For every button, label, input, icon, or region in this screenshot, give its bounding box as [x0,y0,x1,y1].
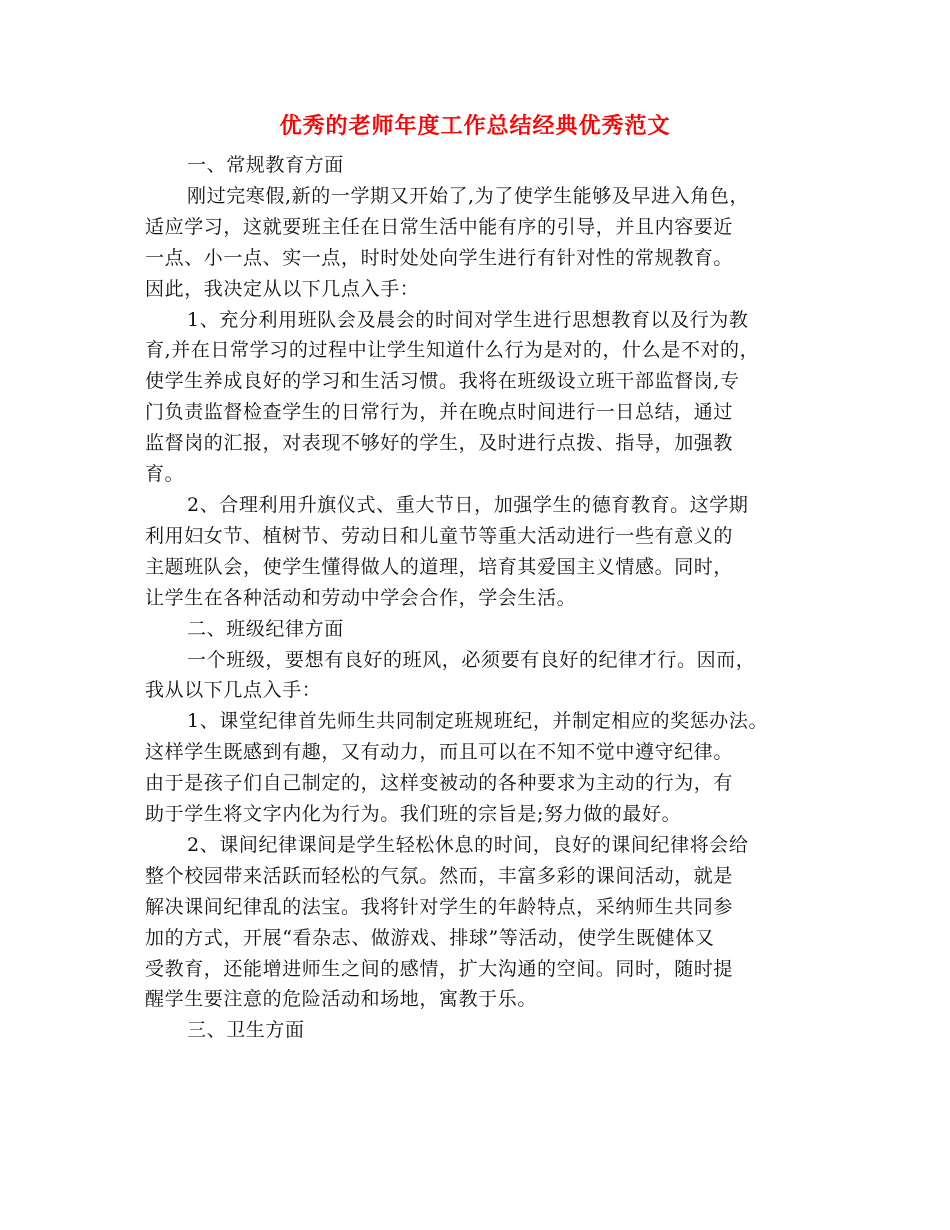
text-line: 因此，我决定从以下几点入手： [145,277,420,300]
text-line: 整个校园带来活跃而轻松的气氛。然而，丰富多彩的课间活动，就是 [145,864,734,887]
text-line: 助于学生将文字内化为行为。我们班的宗旨是;努力做的最好。 [145,803,682,826]
document-body [145,150,835,1046]
text-line: 受教育，还能增进师生之间的感情，扩大沟通的空间。同时，随时提 [145,957,734,980]
text-line: 2、课间纪律课间是学生轻松休息的时间，良好的课间纪律将会给 [187,833,749,856]
text-line: 一个班级，要想有良好的班风，必须要有良好的纪律才行。因而， [187,648,756,671]
text-line: 由于是孩子们自己制定的，这样变被动的各种要求为主动的行为，有 [145,772,734,795]
text-line: 门负责监督检查学生的日常行为，并在晚点时间进行一日总结，通过 [145,401,734,424]
text-line: 育,并在日常学习的过程中让学生知道什么行为是对的，什么是不对的， [145,339,760,362]
text-line: 适应学习，这就要班主任在日常生活中能有序的引导，并且内容要近 [145,215,734,238]
text-line: 1、充分利用班队会及晨会的时间对学生进行思想教育以及行为教 [187,308,749,331]
text-line: 使学生养成良好的学习和生活习惯。我将在班级设立班干部监督岗,专 [145,370,740,393]
text-line: 二、班级纪律方面 [187,617,344,640]
text-line: 一、常规教育方面 [187,154,344,176]
text-line: 育。 [145,463,185,486]
text-line: 醒学生要注意的危险活动和场地，寓教于乐。 [145,988,538,1011]
text-line: 让学生在各种活动和劳动中学会合作，学会生活。 [145,586,577,609]
text-line: 刚过完寒假,新的一学期又开始了,为了使学生能够及早进入角色， [187,184,750,207]
text-line: 监督岗的汇报，对表现不够好的学生，及时进行点拨、指导，加强教 [145,432,734,455]
text-line: 一点、小一点、实一点，时时处处向学生进行有针对性的常规教育。 [145,246,734,269]
text-line: 三、卫生方面 [187,1019,305,1042]
text-line: 利用妇女节、植树节、劳动日和儿童节等重大活动进行一些有意义的 [145,524,734,547]
document-title: 优秀的老师年度工作总结经典优秀范文 [279,113,671,139]
text-line: 解决课间纪律乱的法宝。我将针对学生的年龄特点，采纳师生共同参 [145,895,734,918]
text-line: 这样学生既感到有趣，又有动力，而且可以在不知不觉中遵守纪律。 [145,741,734,764]
text-line: 2、合理利用升旗仪式、重大节日，加强学生的德育教育。这学期 [187,493,749,516]
text-line: 加的方式，开展“看杂志、做游戏、排球”等活动，使学生既健体又 [145,926,715,949]
text-line: 1、课堂纪律首先师生共同制定班规班纪，并制定相应的奖惩办法。 [187,710,769,733]
text-line: 主题班队会，使学生懂得做人的道理，培育其爱国主义情感。同时， [145,555,734,578]
text-line: 我从以下几点入手： [145,679,322,702]
